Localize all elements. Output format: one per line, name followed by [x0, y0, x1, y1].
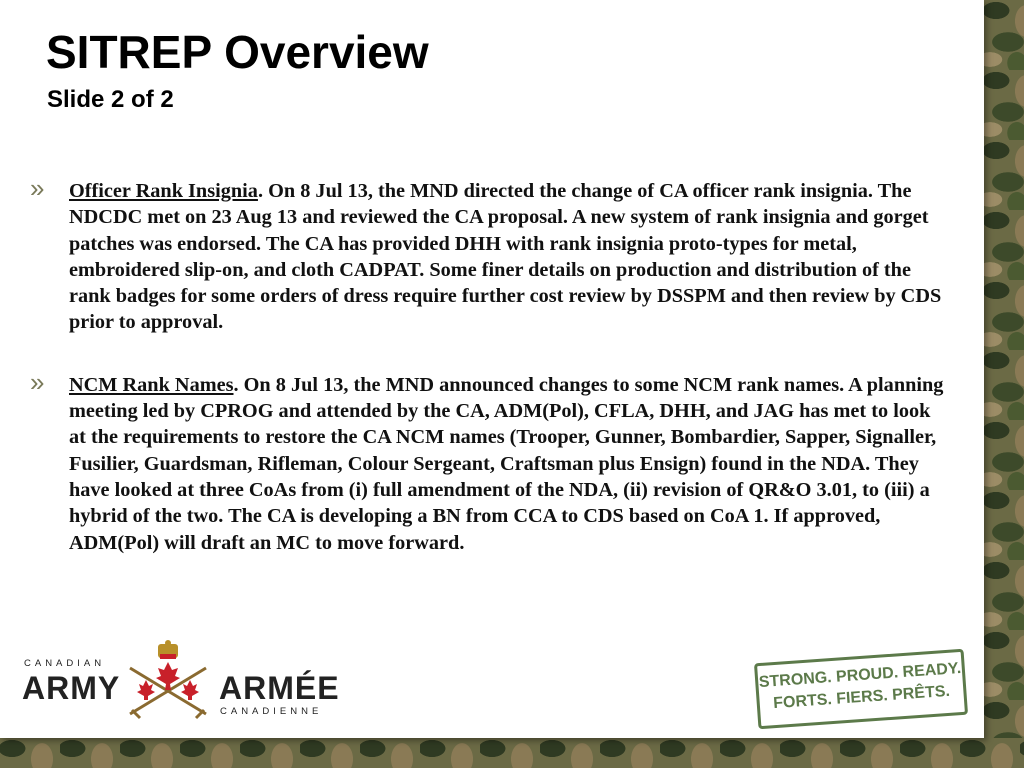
- logo-armee-text: ARMÉE: [219, 670, 340, 706]
- bullet-marker-icon: »: [30, 173, 45, 203]
- army-emblem-icon: [122, 640, 214, 722]
- bullet-text: . On 8 Jul 13, the MND directed the change of CA officer rank insignia. The NDCDC met on 23 Aug 13 and reviewed the CA proposal. A new system of rank insignia and gorget patches was endorsed. The CA has provided DHH with rank insignia proto-types for metal, embroidered slip-on, and cloth CADPAT. Some finer details on production and distribution of the rank badges for some orders of dress require further cost review by DSSPM and then review by CDS prior to approval.: [69, 180, 942, 334]
- camouflage-border-right: [984, 0, 1024, 768]
- bullet-heading: NCM Rank Names: [69, 373, 234, 396]
- slide-subtitle: Slide 2 of 2: [47, 86, 174, 113]
- slogan-line-english: STRONG. PROUD. READY.: [758, 659, 962, 692]
- bullet-heading: Officer Rank Insignia: [69, 180, 258, 202]
- bullet-list: [30, 173, 950, 592]
- logo-canadienne-text: CANADIENNE: [220, 706, 323, 717]
- bullet-ncm-rank-names: [30, 366, 950, 556]
- bullet-text: . On 8 Jul 13, the MND announced changes to some NCM rank names. A planning meeting led by CPROG and attended by the CA, ADM(Pol), CFLA, DHH, and JAG has met to look at the requirements to restore the CA NCM names (Trooper, Gunner, Bombardier, Sapper, Signaller, Fusilier, Guardsman, Rifleman, Colour Sergeant, Craftsman plus Ensign) found in the NDA. They have looked at three CoAs from (i) full amendment of the NDA, (ii) revision of QR&O 3.01, to (iii) a hybrid of the two. The CA is developing a BN from CCA to CDS based on CoA 1. If approved, ADM(Pol) will draft an MC to move forward.: [69, 373, 944, 554]
- bullet-officer-rank-insignia: [30, 173, 950, 336]
- slogan-stamp: [754, 649, 968, 729]
- camouflage-border-bottom: [0, 738, 1024, 768]
- logo-army-text: ARMY: [22, 670, 121, 706]
- logo-canadian-text: CANADIAN: [24, 658, 106, 669]
- bullet-marker-icon: »: [30, 366, 45, 397]
- slide-title: SITREP Overview: [46, 26, 429, 78]
- slogan-line-french: FORTS. FIERS. PRÊTS.: [772, 682, 951, 713]
- canadian-army-logo: [22, 640, 342, 725]
